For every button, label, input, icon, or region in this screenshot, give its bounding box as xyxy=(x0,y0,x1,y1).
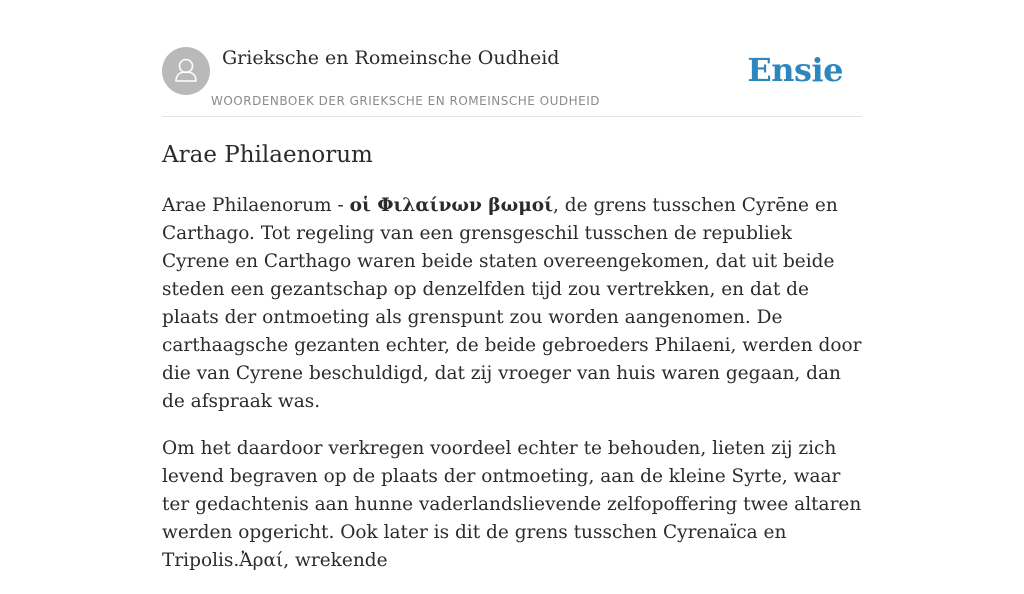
page-container xyxy=(162,0,862,571)
avatar-silhouette xyxy=(162,47,210,95)
greek-term: οἱ Φιλαίνων βωμοί xyxy=(349,195,554,216)
paragraph-lead: Arae Philaenorum - xyxy=(162,195,350,216)
site-title-link[interactable]: Grieksche en Romeinsche Oudheid xyxy=(222,47,560,69)
article-body xyxy=(162,192,862,594)
article-paragraph-2: Om het daardoor verkregen voordeel echter te behouden, lieten zij zich levend begraven op de plaats der ontmoeting, aan de kleine Syrte, waar ter gedachtenis aan hunne vaderlandslievende zelfopoffering twee altaren werden opgericht. Ook later is dit de grens tusschen Cyrenaïca en Tripolis.Ἀραί, wrekende xyxy=(162,438,862,571)
article-paragraph-1 xyxy=(162,192,862,416)
ensie-logo-link[interactable]: Ensie xyxy=(747,51,843,89)
user-avatar-icon[interactable] xyxy=(162,47,210,95)
site-header xyxy=(162,0,862,117)
paragraph-text: , de grens tusschen Cyrēne en Carthago. Tot regeling van een grensgeschil tusschen de republiek Cyrene en Carthago waren beide staten overeengekomen, dat uit beide steden een gezantschap op denzelfden tijd zou vertrekken, en dat de plaats der ontmoeting als grenspunt zou worden aangenomen. De carthaagsche gezanten echter, de beide gebroeders Philaeni, werden door die van Cyrene beschuldigd, dat zij vroeger van huis waren gegaan, dan de afspraak was. xyxy=(162,195,862,412)
article-title: Arae Philaenorum xyxy=(162,142,373,168)
site-subtitle: WOORDENBOEK DER GRIEKSCHE EN ROMEINSCHE OUDHEID xyxy=(211,94,601,108)
